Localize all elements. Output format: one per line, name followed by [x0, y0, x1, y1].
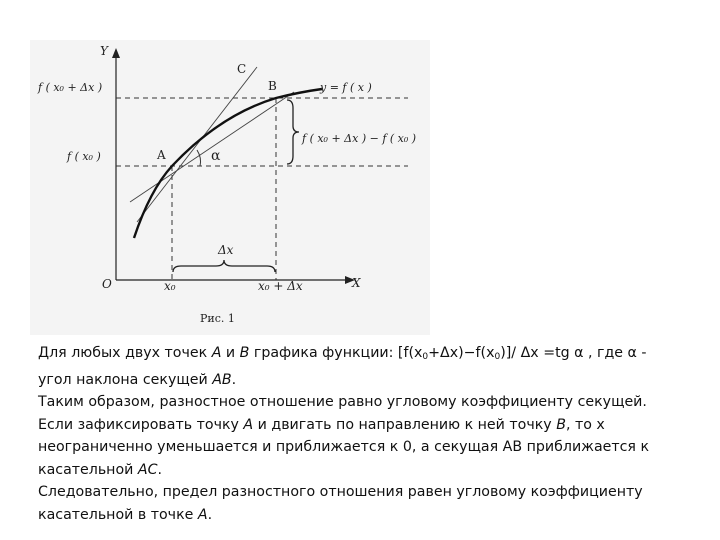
text-segment: Если зафиксировать точку: [38, 416, 244, 433]
text-segment: угол наклона секущей: [38, 371, 213, 388]
line-6: [38, 459, 688, 482]
line-7: Следовательно, предел разностного отношения равен угловому коэффициенту: [38, 484, 643, 500]
text-segment: Для любых двух точек: [38, 345, 212, 361]
line-2: [38, 369, 688, 392]
function-label: y = f ( x ): [320, 81, 372, 94]
figure-caption: Рис. 1: [200, 312, 235, 325]
point-b-label: B: [268, 79, 277, 93]
explanation-text: [38, 342, 688, 526]
text-ac: AC: [137, 461, 158, 478]
text-ab: AB: [212, 371, 232, 388]
fx0dx-label: f ( x₀ + Δx ): [38, 81, 103, 94]
subscript: 0: [494, 352, 501, 362]
secant-line: [130, 92, 294, 202]
line-4: [38, 414, 688, 437]
text-point-a: A: [197, 506, 208, 523]
text-segment: и: [221, 345, 240, 361]
text-segment: .: [207, 506, 213, 523]
text-segment: и двигать по направлению к ней точку: [253, 416, 557, 433]
alpha-label: α: [211, 148, 221, 164]
text-point-b: B: [556, 416, 566, 433]
dx-brace: [173, 260, 275, 272]
text-segment: .: [157, 461, 163, 478]
y-axis-label: Y: [100, 44, 108, 58]
text-segment: .: [231, 371, 237, 388]
point-a-label: A: [157, 148, 166, 162]
dy-brace: [287, 100, 299, 164]
point-c-label: C: [237, 62, 247, 76]
text-segment: , то x: [565, 416, 605, 433]
tangent-line: [137, 67, 257, 222]
alpha-arc: [197, 150, 201, 166]
text-point-b: B: [239, 345, 250, 361]
text-point-a: A: [243, 416, 254, 433]
line-3: Таким образом, разностное отношение равно угловому коэффициенту секущей.: [38, 394, 647, 410]
x-axis-label: X: [352, 276, 361, 290]
x0-label: x₀: [164, 279, 176, 293]
text-segment: )]/ Δx =tg α , где α -: [500, 345, 647, 361]
text-segment: +Δx)−f(x: [428, 345, 495, 361]
text-segment: касательной в точке: [38, 506, 198, 523]
line-5: неограниченно уменьшается и приближается к 0, а секущая AB приближается к: [38, 439, 650, 455]
origin-label: O: [102, 277, 112, 291]
fx0-label: f ( x₀ ): [67, 150, 101, 163]
x0-dx-label: x₀ + Δx: [258, 279, 303, 293]
line-1: [38, 342, 688, 369]
difference-label: f ( x₀ + Δx ) − f ( x₀ ): [302, 132, 417, 145]
subscript: 0: [422, 352, 429, 362]
line-8: [38, 504, 688, 527]
function-curve: [134, 89, 322, 238]
text-point-a: A: [211, 345, 222, 361]
derivative-figure: [30, 40, 430, 335]
text-segment: касательной: [38, 461, 138, 478]
y-axis-arrow: [112, 48, 120, 58]
dx-label: Δx: [218, 243, 234, 257]
text-segment: графика функции: [f(x: [249, 345, 423, 361]
